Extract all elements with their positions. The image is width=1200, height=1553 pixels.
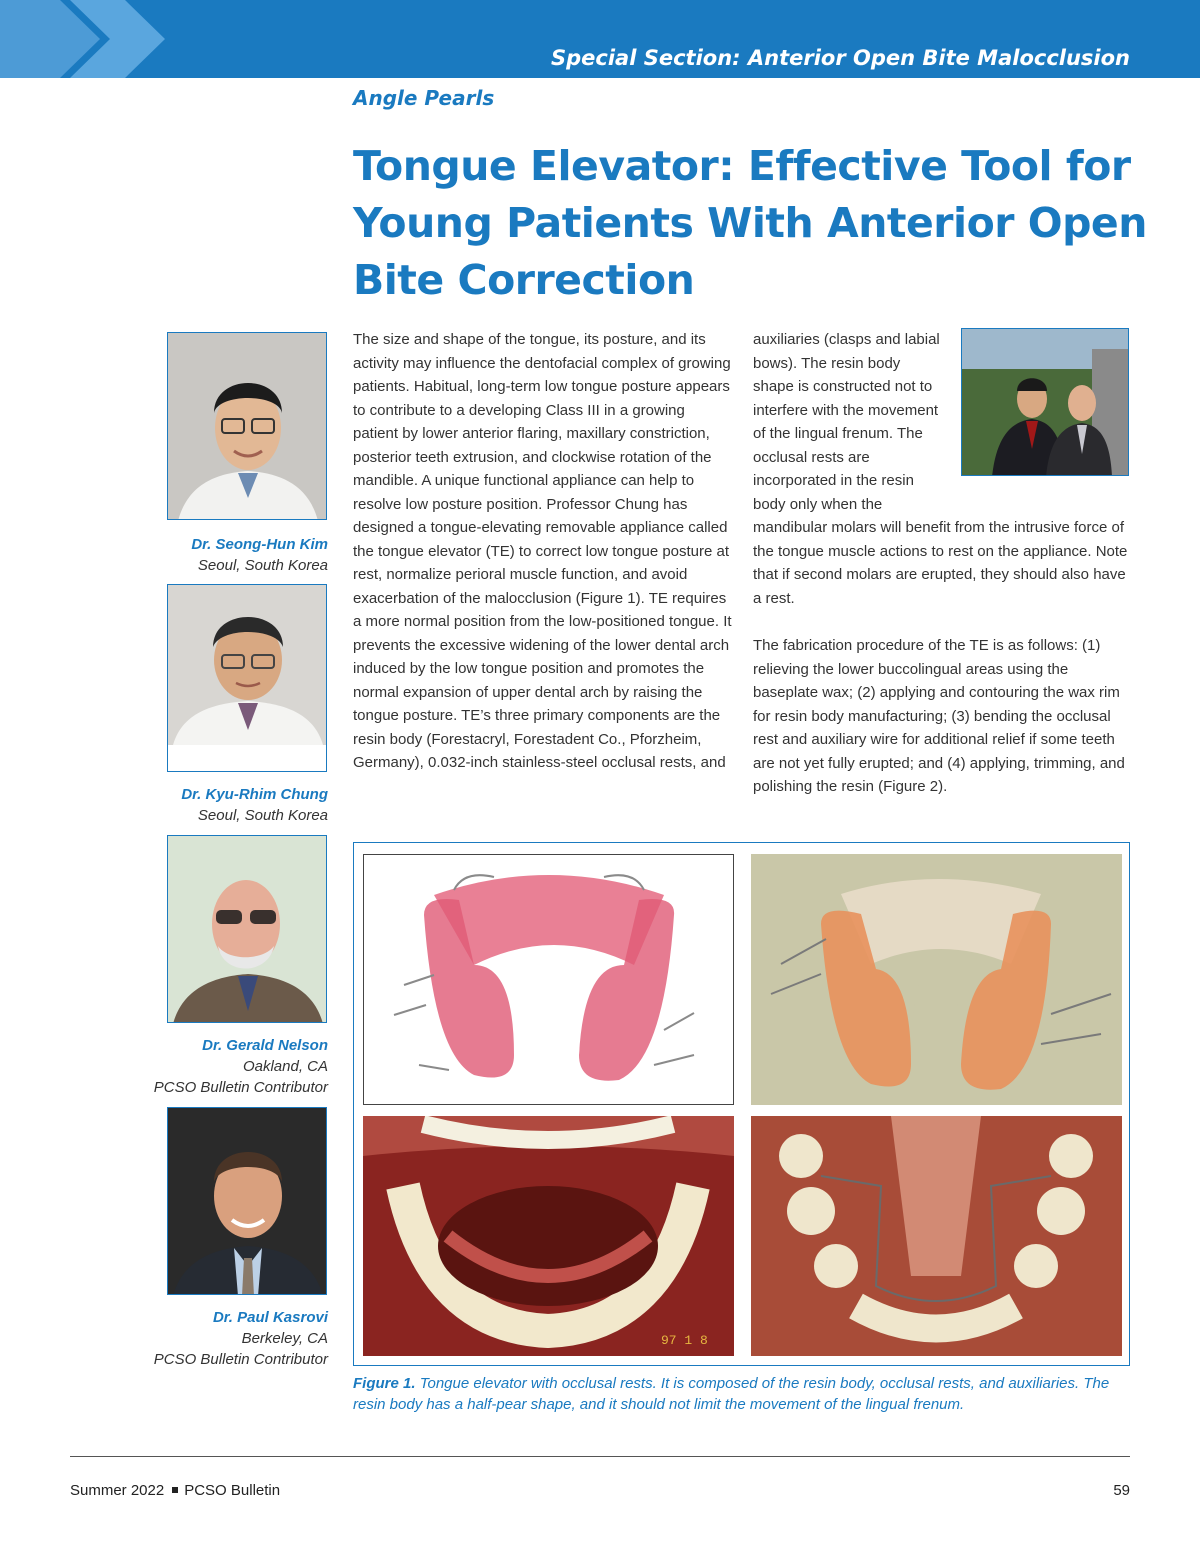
page-number: 59 (1113, 1482, 1130, 1499)
figure-caption (353, 1373, 1133, 1415)
authors-group-photo (961, 328, 1129, 476)
chevron-decoration-icon (0, 0, 180, 78)
footer-divider (70, 1456, 1130, 1457)
author-caption-kim (100, 534, 328, 576)
square-bullet-icon (172, 1487, 178, 1493)
author-location: Oakland, CA (242, 1058, 328, 1075)
photo-date-stamp: 97 1 8 (661, 1333, 708, 1348)
author-photo-nelson (167, 835, 327, 1023)
footer-publication (70, 1482, 280, 1499)
section-title: Special Section: Anterior Open Bite Malocclusion (551, 46, 1130, 70)
author-name: Dr. Seong-Hun Kim (191, 536, 328, 553)
footer-pub-name: PCSO Bulletin (184, 1482, 281, 1499)
body-text-column-1: The size and shape of the tongue, its posture, and its activity may influence the dentofacial complex of growing patients. Habitual, long-term low tongue posture appears to contribute to a developing Class III in a growing patient by lower anterior flaring, maxillary constriction, posterior teeth extrusion, and clockwise rotation of the mandible. A unique functional appliance can help to resolve low posture position. Professor Chung has designed a tongue-elevating removable appliance called the tongue elevator (TE) to correct low tongue posture at rest, normalize perioral muscle function, and avoid exacerbation of the malocclusion (Figure 1). TE requires a more normal position from the low-positioned tongue. It prevents the excessive widening of the lower dental arch induced by the low tongue position and promotes the normal expansion of upper dental arch by raising the tongue posture. TE’s three primary components are the resin body (Forestacryl, Forestadent Co., Pforzheim, Germany), 0.032-inch stainless-steel occlusal rests, and (353, 331, 732, 771)
author-name: Dr. Gerald Nelson (202, 1037, 328, 1054)
author-name: Dr. Kyu-Rhim Chung (181, 786, 328, 803)
figure-panel-occlusal-view (751, 1116, 1122, 1356)
figure-panel-appliance-cloth (751, 854, 1122, 1105)
author-photo-kasrovi (167, 1107, 327, 1295)
header-banner (0, 0, 1200, 78)
footer-issue: Summer 2022 (70, 1482, 165, 1499)
author-photo-kim (167, 332, 327, 520)
body-text-column-2-mid: mandibular molars will benefit from the intrusive force of the tongue muscle actions to rest on the appliance. Note that if second molars are erupted, they should also have a rest. (753, 519, 1128, 607)
author-photo-chung (167, 584, 327, 772)
author-caption-nelson (100, 1035, 328, 1098)
figure-label: Figure 1. (353, 1375, 416, 1392)
body-text-column-2-top: auxiliaries (clasps and labial bows). The resin body shape is constructed not to interfere with the movement of the lingual frenum. The occlusal rests are incorporated in the resin body only when the (753, 331, 940, 513)
author-location: Seoul, South Korea (197, 807, 328, 824)
figure-panel-mouth-open (363, 1116, 734, 1356)
article-title: Tongue Elevator: Effective Tool for Young Patients With Anterior Open Bite Correction (353, 142, 1147, 304)
figure-caption-text: Tongue elevator with occlusal rests. It is composed of the resin body, occlusal rests, and auxiliaries. The resin body has a half-pear shape, and it should not limit the movement of the lingual frenum. (353, 1375, 1110, 1413)
author-role: PCSO Bulletin Contributor (153, 1079, 328, 1096)
author-caption-chung (100, 784, 328, 826)
author-name: Dr. Paul Kasrovi (212, 1309, 328, 1326)
figure-panel-appliance-white (363, 854, 734, 1105)
author-caption-kasrovi (100, 1307, 328, 1370)
column-kicker: Angle Pearls (353, 86, 495, 110)
figure-1 (353, 842, 1130, 1366)
author-role: PCSO Bulletin Contributor (153, 1351, 328, 1368)
body-text-column-2-bottom: The fabrication procedure of the TE is as follows: (1) relieving the lower buccolingual areas using the baseplate wax; (2) applying and contouring the wax rim for resin body manufacturing; (3) bending the occlusal rest and auxiliary wire for additional relief if some teeth are not yet fully erupted; and (4) applying, trimming, and polishing the resin (Figure 2). (753, 637, 1125, 795)
author-location: Seoul, South Korea (197, 557, 328, 574)
author-location: Berkeley, CA (241, 1330, 328, 1347)
